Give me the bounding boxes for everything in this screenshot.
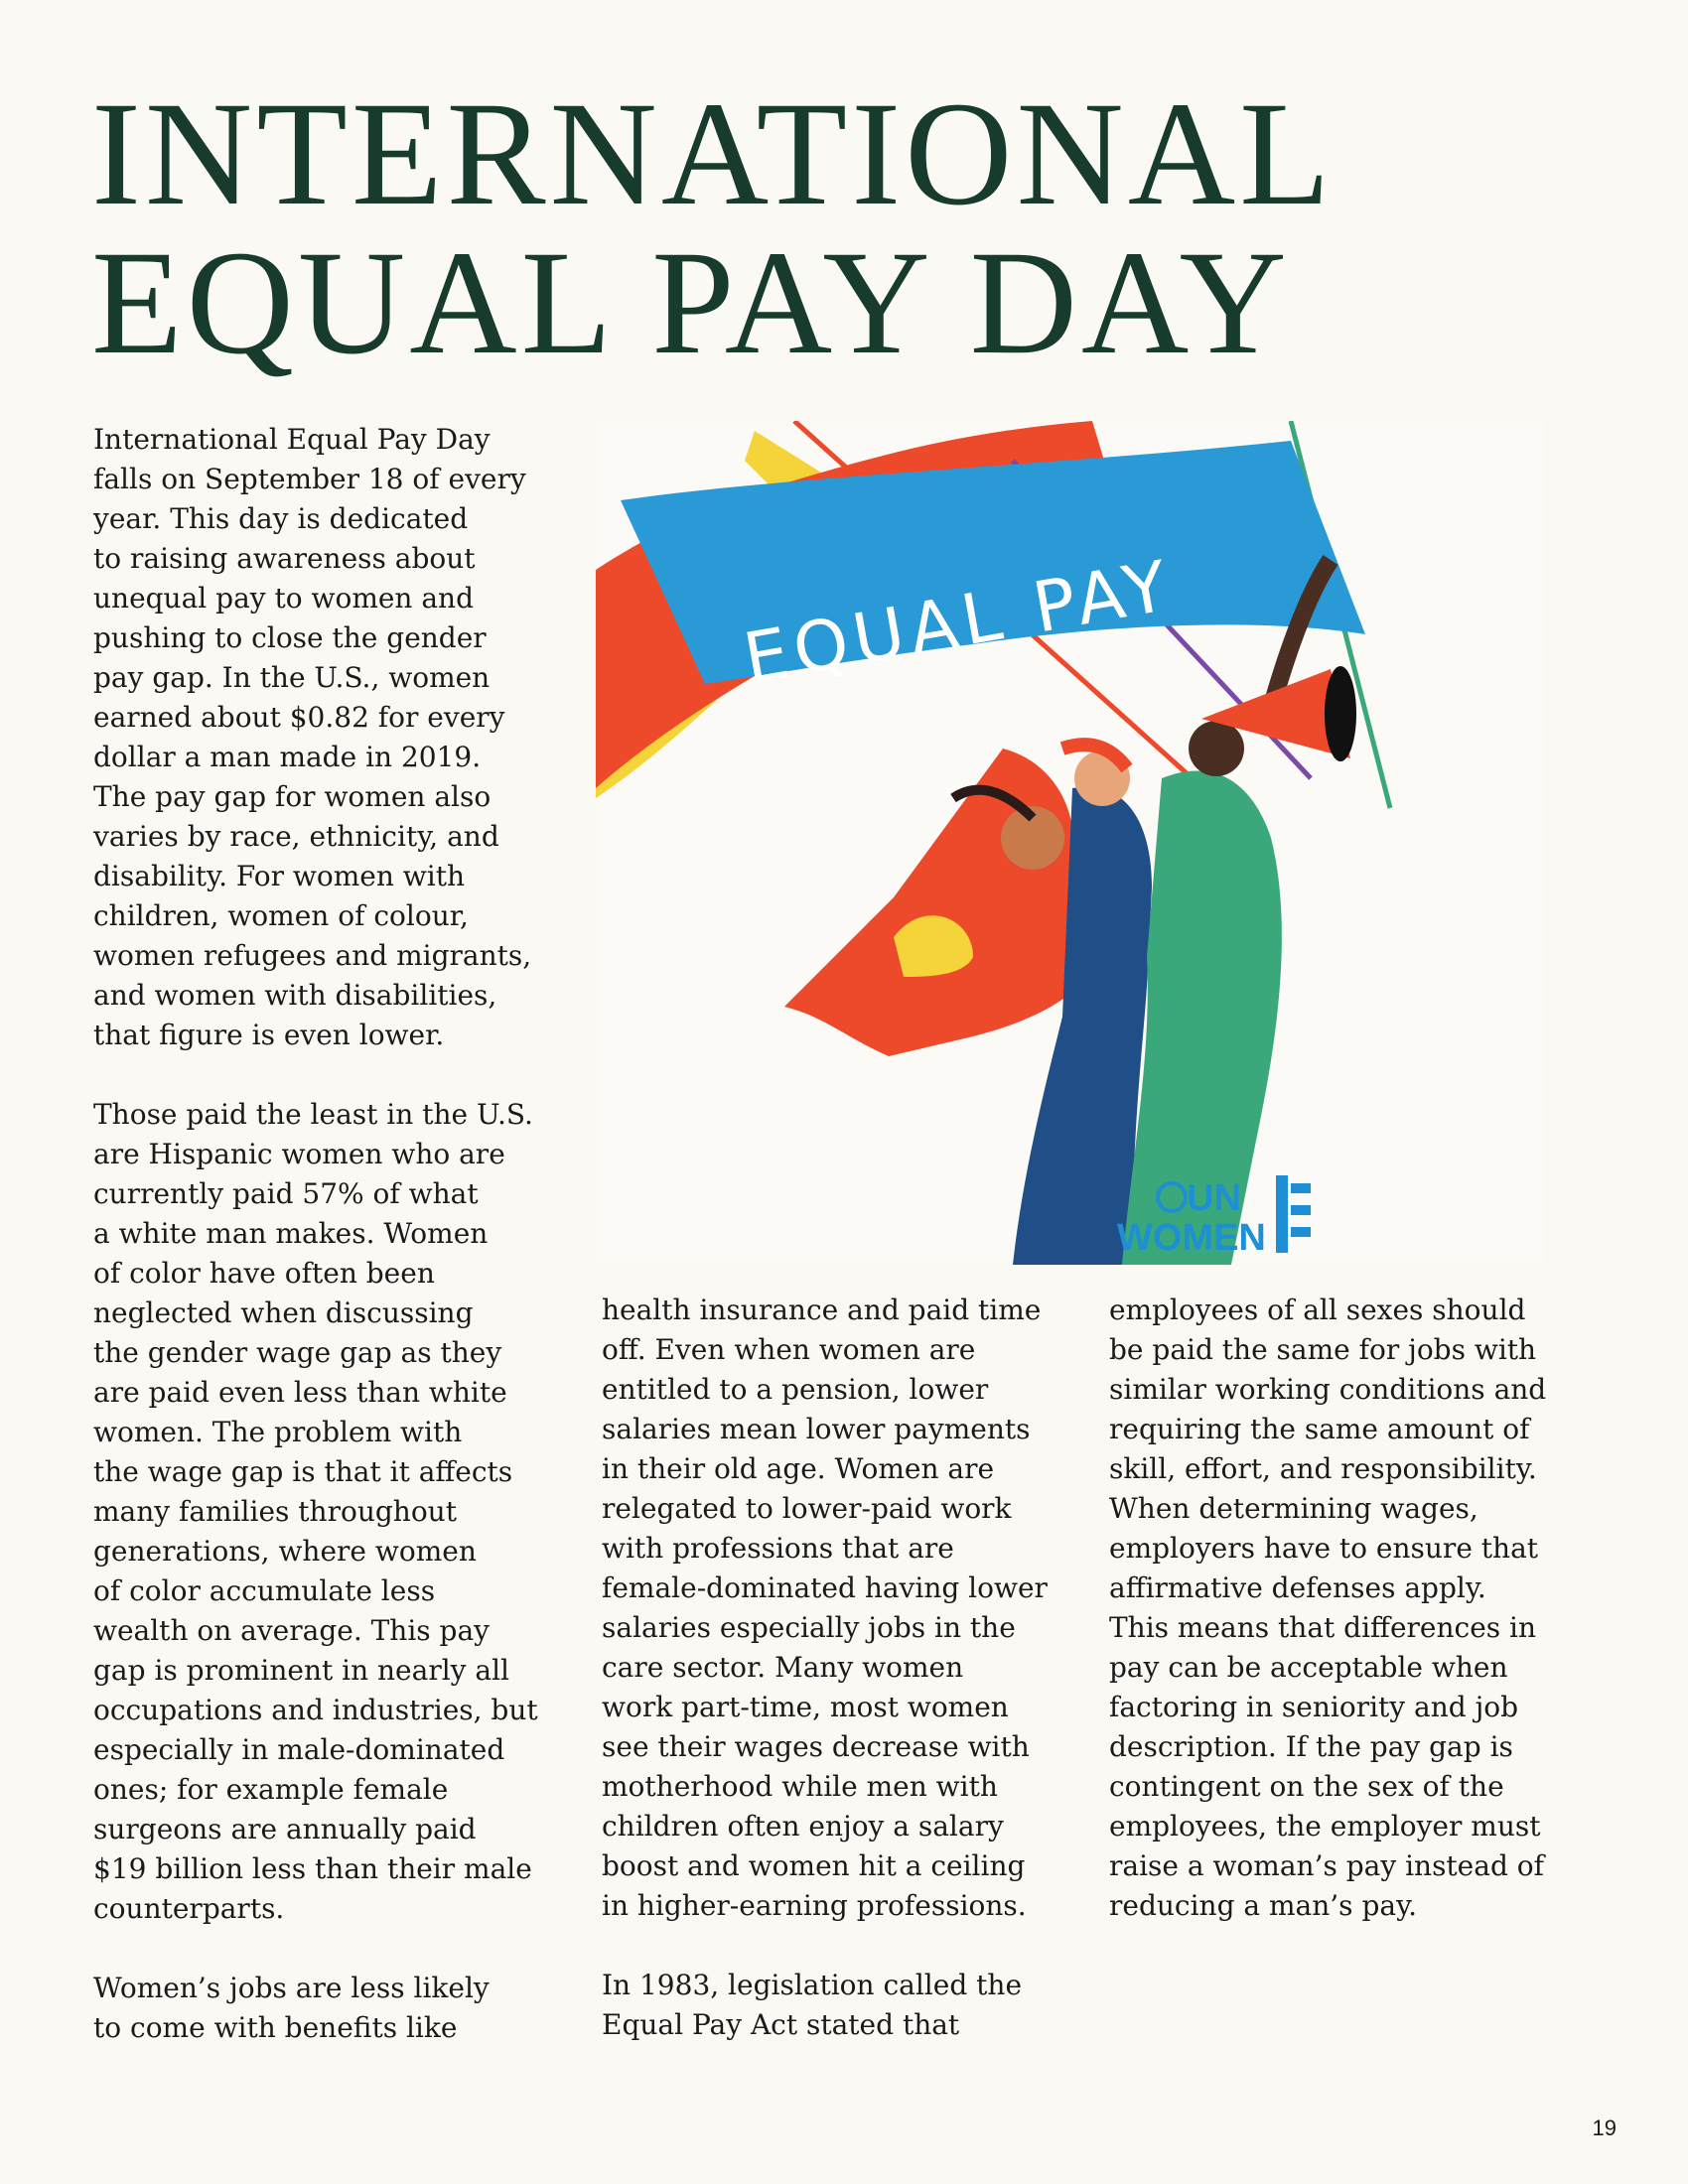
text-line: similar working conditions and (1109, 1373, 1547, 1406)
text-line: to raising awareness about (93, 542, 476, 575)
text-line: women refugees and migrants, (93, 939, 532, 972)
text-line: be paid the same for jobs with (1109, 1333, 1537, 1366)
text-line: with professions that are (602, 1532, 954, 1565)
text-line: factoring in seniority and job (1109, 1691, 1519, 1723)
title-line-1: INTERNATIONAL (91, 71, 1335, 236)
text-line: year. This day is dedicated (93, 502, 469, 535)
text-line: entitled to a pension, lower (602, 1373, 989, 1406)
text-line: health insurance and paid time (602, 1294, 1042, 1326)
page-number: 19 (1592, 2116, 1617, 2140)
text-line: Women’s jobs are less likely (93, 1972, 490, 2004)
text-line: work part-time, most women (602, 1691, 1009, 1723)
text-line: gap is prominent in nearly all (93, 1654, 509, 1687)
text-line: surgeons are annually paid (93, 1813, 477, 1845)
text-line: motherhood while men with (602, 1770, 998, 1803)
text-line: in higher-earning professions. (602, 1889, 1027, 1922)
text-line: contingent on the sex of the (1109, 1770, 1504, 1803)
text-column-3 (1109, 1291, 1606, 1926)
paragraph (93, 1969, 610, 2048)
text-line: neglected when discussing (93, 1297, 474, 1329)
text-line: $19 billion less than their male (93, 1852, 532, 1885)
text-line: occupations and industries, but (93, 1694, 538, 1726)
text-line: a white man makes. Women (93, 1217, 489, 1250)
title-line-2: EQUAL PAY DAY (91, 220, 1291, 385)
text-line: generations, where women (93, 1535, 477, 1568)
text-line: salaries especially jobs in the (602, 1611, 1016, 1644)
text-line: are paid even less than white (93, 1376, 507, 1409)
text-column-2 (602, 1291, 1098, 2045)
paragraph (602, 1291, 1098, 1926)
text-line: This means that differences in (1109, 1611, 1537, 1644)
text-line: Equal Pay Act stated that (602, 2008, 960, 2041)
text-line: When determining wages, (1109, 1492, 1478, 1525)
text-line: disability. For women with (93, 860, 466, 892)
text-line: off. Even when women are (602, 1333, 976, 1366)
text-line: see their wages decrease with (602, 1730, 1030, 1763)
text-line: The pay gap for women also (93, 780, 492, 813)
text-line: women. The problem with (93, 1416, 463, 1448)
page-title (91, 71, 1335, 385)
banner-text: EQUAL PAY (738, 544, 1180, 700)
text-line: in their old age. Women are (602, 1452, 995, 1485)
text-line: wealth on average. This pay (93, 1614, 490, 1647)
paragraph (93, 1095, 610, 1929)
text-line: boost and women hit a ceiling (602, 1849, 1026, 1882)
text-line: varies by race, ethnicity, and (93, 820, 499, 853)
text-line: requiring the same amount of (1109, 1413, 1530, 1445)
text-line: especially in male-dominated (93, 1733, 505, 1766)
text-line: description. If the pay gap is (1109, 1730, 1513, 1763)
text-line: of color have often been (93, 1257, 435, 1290)
paragraph (1109, 1291, 1606, 1926)
text-line: employees of all sexes should (1109, 1294, 1526, 1326)
text-line: female-dominated having lower (602, 1571, 1048, 1604)
text-line: dollar a man made in 2019. (93, 741, 482, 773)
text-line: the gender wage gap as they (93, 1336, 502, 1369)
text-line: pay gap. In the U.S., women (93, 661, 491, 694)
text-line: unequal pay to women and (93, 582, 475, 614)
text-line: In 1983, legislation called the (602, 1969, 1023, 2001)
text-line: earned about $0.82 for every (93, 701, 505, 734)
text-line: children often enjoy a salary (602, 1810, 1004, 1843)
text-line: employers have to ensure that (1109, 1532, 1539, 1565)
text-line: counterparts. (93, 1892, 285, 1925)
text-line: many families throughout (93, 1495, 457, 1528)
text-line: salaries mean lower payments (602, 1413, 1031, 1445)
text-line: children, women of colour, (93, 899, 469, 932)
paragraph (602, 1966, 1098, 2045)
un-women-logo-line1: UN (1187, 1177, 1241, 1219)
un-women-logo-line2: WOMEN (1117, 1217, 1266, 1259)
text-line: and women with disabilities, (93, 979, 497, 1012)
text-line: raise a woman’s pay instead of (1109, 1849, 1544, 1882)
text-line: International Equal Pay Day (93, 423, 491, 456)
text-column-1 (93, 420, 610, 2048)
text-line: care sector. Many women (602, 1651, 964, 1684)
text-line: falls on September 18 of every (93, 463, 526, 495)
text-line: affirmative defenses apply. (1109, 1571, 1486, 1604)
text-line: currently paid 57% of what (93, 1177, 479, 1210)
text-line: ones; for example female (93, 1773, 449, 1806)
equal-pay-illustration (596, 421, 1545, 1265)
text-line: employees, the employer must (1109, 1810, 1541, 1843)
text-line: to come with benefits like (93, 2011, 458, 2044)
text-line: are Hispanic women who are (93, 1138, 505, 1170)
text-line: of color accumulate less (93, 1574, 436, 1607)
text-line: Those paid the least in the U.S. (93, 1098, 533, 1131)
paragraph (93, 420, 610, 1055)
text-line: skill, effort, and responsibility. (1109, 1452, 1537, 1485)
text-line: reducing a man’s pay. (1109, 1889, 1418, 1922)
text-line: pay can be acceptable when (1109, 1651, 1508, 1684)
text-line: relegated to lower-paid work (602, 1492, 1012, 1525)
text-line: pushing to close the gender (93, 621, 487, 654)
text-line: the wage gap is that it affects (93, 1455, 513, 1488)
text-line: that figure is even lower. (93, 1019, 445, 1051)
